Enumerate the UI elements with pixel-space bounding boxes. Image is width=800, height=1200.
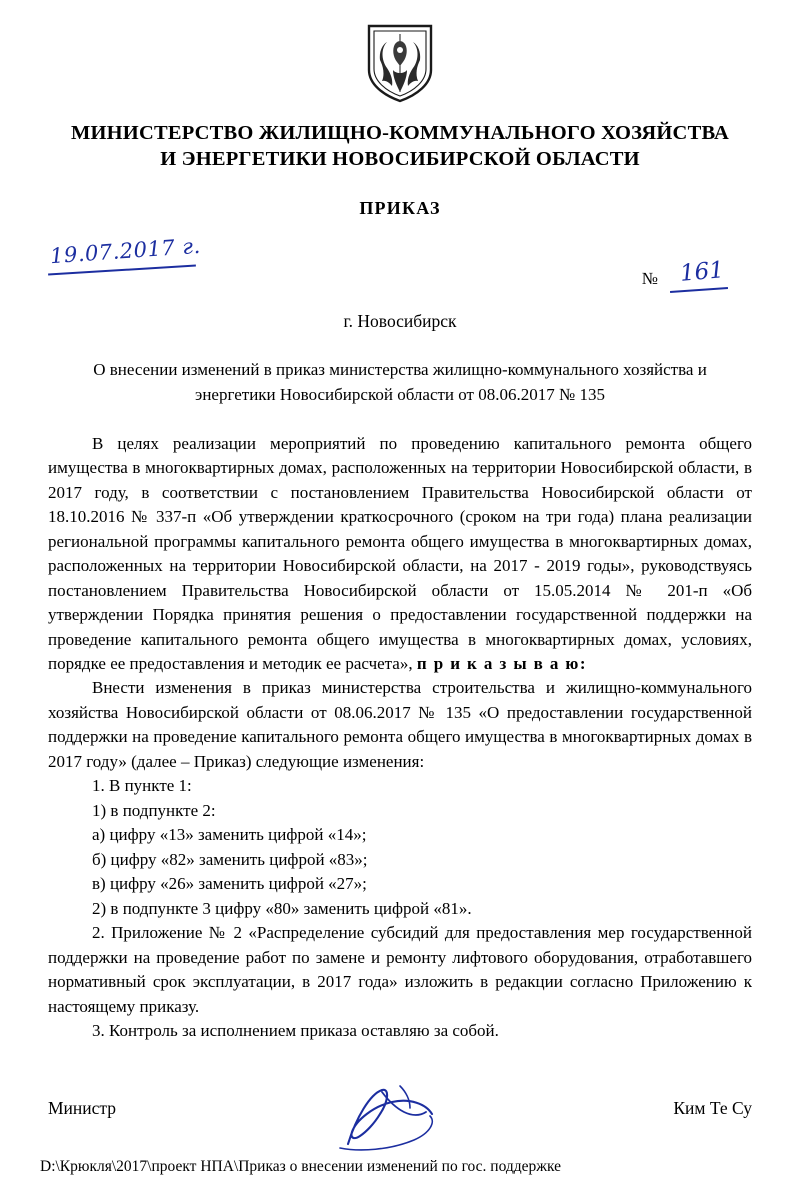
- list-item: а) цифру «13» заменить цифрой «14»;: [92, 825, 367, 845]
- paragraph-1-text: В целях реализации мероприятий по проведению капитального ремонта общего имущества в многоквартирных домах, расположенных на территории Новосибирской области, в 2017 году, в соответствии с постановлением Правительства Новосибирской области от 18.10.2016 № 337-п «Об утверждении краткосрочного (сроком на три года) плана реализации региональной программы капитального ремонта общего имущества в многоквартирных домах, расположенных на территории Новосибирской области, на 2017 - 2019 годы», руководствуясь постановлением Правительства Новосибирской области от 15.05.2014 № 201-п «Об утверждении Порядка принятия решения о предоставлении государственной поддержки на проведение капитального ремонта общего имущества в многоквартирных домах, условиях, порядке ее предоставления и методик ее расчета»,: [48, 433, 752, 673]
- number-label: №: [641, 269, 658, 289]
- document-subject: О внесении изменений в приказ министерства жилищно-коммунального хозяйства и энергетики Новосибирской области от 08.06.2017 № 135: [93, 360, 707, 405]
- date-number-row: [48, 233, 752, 305]
- paragraph-4: 3. Контроль за исполнением приказа оставляю за собой.: [92, 1021, 499, 1040]
- ministry-title: [48, 120, 752, 172]
- number-underline: [670, 287, 728, 293]
- list-item: в) цифру «26» заменить цифрой «27»;: [92, 874, 367, 894]
- document-type: ПРИКАЗ: [359, 198, 441, 219]
- ministry-title-line-1: МИНИСТЕРСТВО ЖИЛИЩНО-КОММУНАЛЬНОГО ХОЗЯЙСТВА: [70, 122, 730, 144]
- list-item: б) цифру «82» заменить цифрой «83»;: [92, 849, 368, 869]
- list-item: 2) в подпункте 3 цифру «80» заменить цифрой «81».: [92, 898, 472, 918]
- city-line: г. Новосибирск: [343, 311, 457, 332]
- handwritten-date: 19.07.2017 г.: [49, 234, 202, 269]
- handwritten-number: 161: [679, 257, 726, 288]
- paragraph-3: 2. Приложение № 2 «Распределение субсидий для предоставления мер государственной поддержки на проведение работ по замене и ремонту лифтового оборудования, отработавшего нормативный срок эксплуатации, в 2017 года» изложить в редакции согласно Приложению к настоящему приказу.: [48, 923, 752, 1016]
- signature-row: [48, 1098, 752, 1119]
- signer-name: Ким Те Су: [673, 1098, 752, 1118]
- paragraph-2: Внести изменения в приказ министерства строительства и жилищно-коммунального хозяйства Новосибирской области от 08.06.2017 № 135 «О предоставлении государственной поддержки на проведение капитального ремонта общего имущества в многоквартирных домах в 2017 году» (далее – Приказ) следующие изменения:: [48, 678, 752, 771]
- list-item: 1) в подпункте 2:: [92, 800, 216, 820]
- emblem-container: [48, 0, 752, 104]
- paragraph-1: [48, 432, 752, 677]
- signer-position: Министр: [48, 1098, 117, 1118]
- coat-of-arms-icon: [365, 22, 435, 104]
- ministry-title-line-2: И ЭНЕРГЕТИКИ НОВОСИБИРСКОЙ ОБЛАСТИ: [160, 148, 640, 171]
- list-item: 1. В пункте 1:: [92, 776, 192, 796]
- footer-file-path: D:\Крюкля\2017\проект НПА\Приказ о внесении изменений по гос. поддержке: [40, 1158, 562, 1175]
- document-body: [48, 432, 752, 1044]
- order-keyword: п р и к а з ы в а ю:: [416, 653, 587, 673]
